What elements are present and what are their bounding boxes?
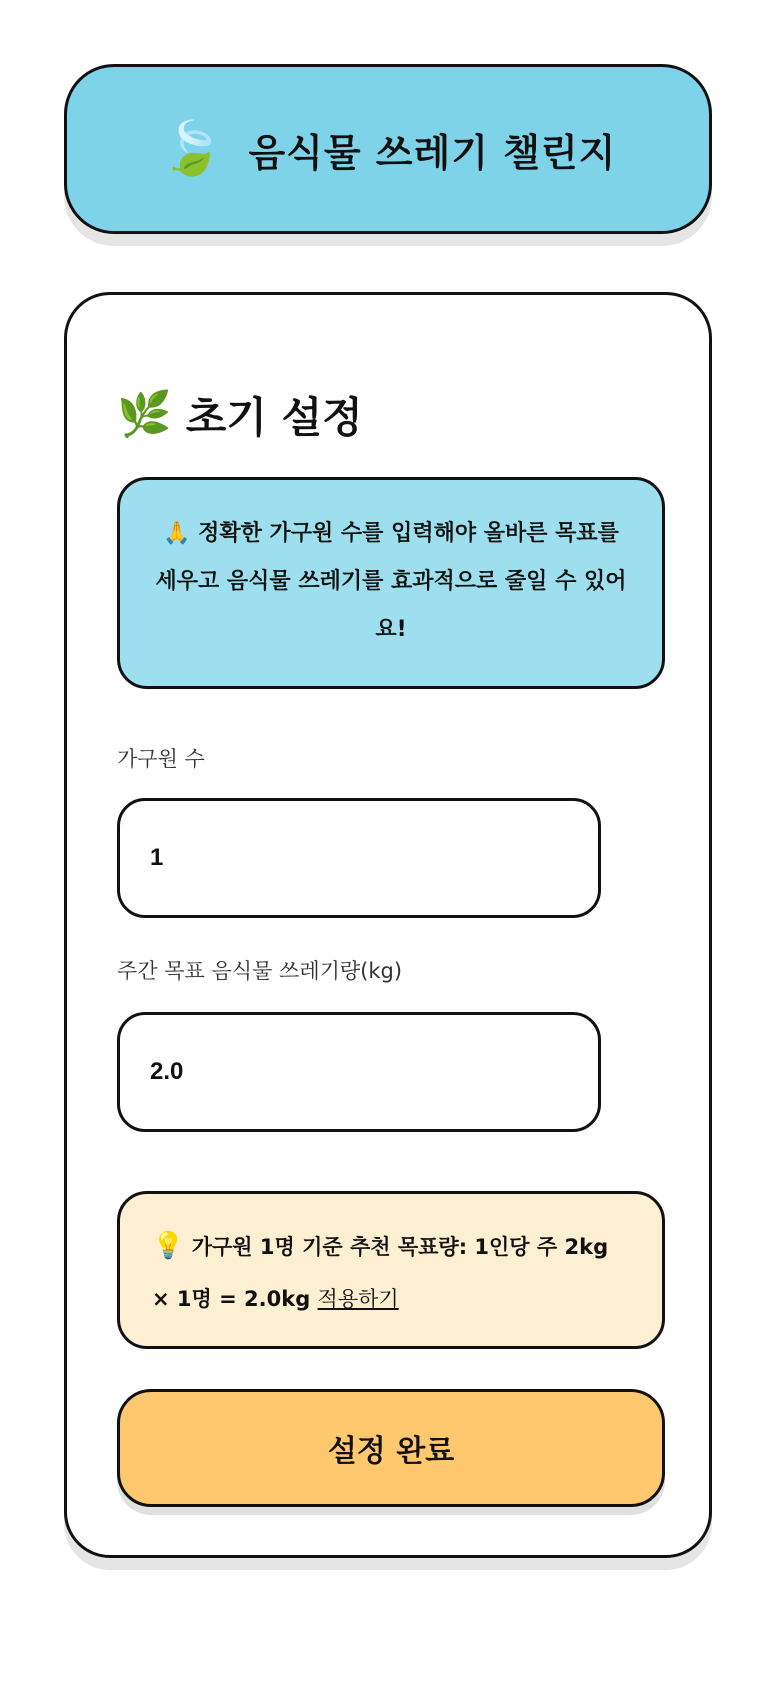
section-title bbox=[117, 385, 363, 445]
app-header bbox=[64, 64, 712, 234]
lightbulb-icon: 💡 bbox=[152, 1231, 185, 1261]
app-title: 음식물 쓰레기 챌린지 bbox=[248, 130, 617, 175]
apply-link[interactable]: 적용하기 bbox=[317, 1287, 399, 1311]
submit-button[interactable]: 설정 완료 bbox=[117, 1389, 665, 1507]
goal-input[interactable] bbox=[117, 1012, 601, 1132]
herb-icon: 🌿 bbox=[117, 389, 172, 440]
notice-box: 🙏 정확한 가구원 수를 입력해야 올바른 목표를 세우고 음식물 쓰레기를 효과적으로 줄일 수 있어요! bbox=[117, 477, 665, 689]
members-label: 가구원 수 bbox=[117, 747, 205, 771]
recommendation-text: 가구원 1명 기준 추천 목표량: 1인당 주 2kg × 1명 = 2.0kg bbox=[152, 1235, 609, 1311]
goal-label: 주간 목표 음식물 쓰레기량(kg) bbox=[117, 959, 403, 983]
members-input[interactable] bbox=[117, 798, 601, 918]
recommendation-box bbox=[117, 1191, 665, 1349]
leaf-icon: 🍃 bbox=[159, 119, 225, 179]
section-title-text: 초기 설정 bbox=[185, 393, 363, 442]
setup-card bbox=[64, 292, 712, 1558]
